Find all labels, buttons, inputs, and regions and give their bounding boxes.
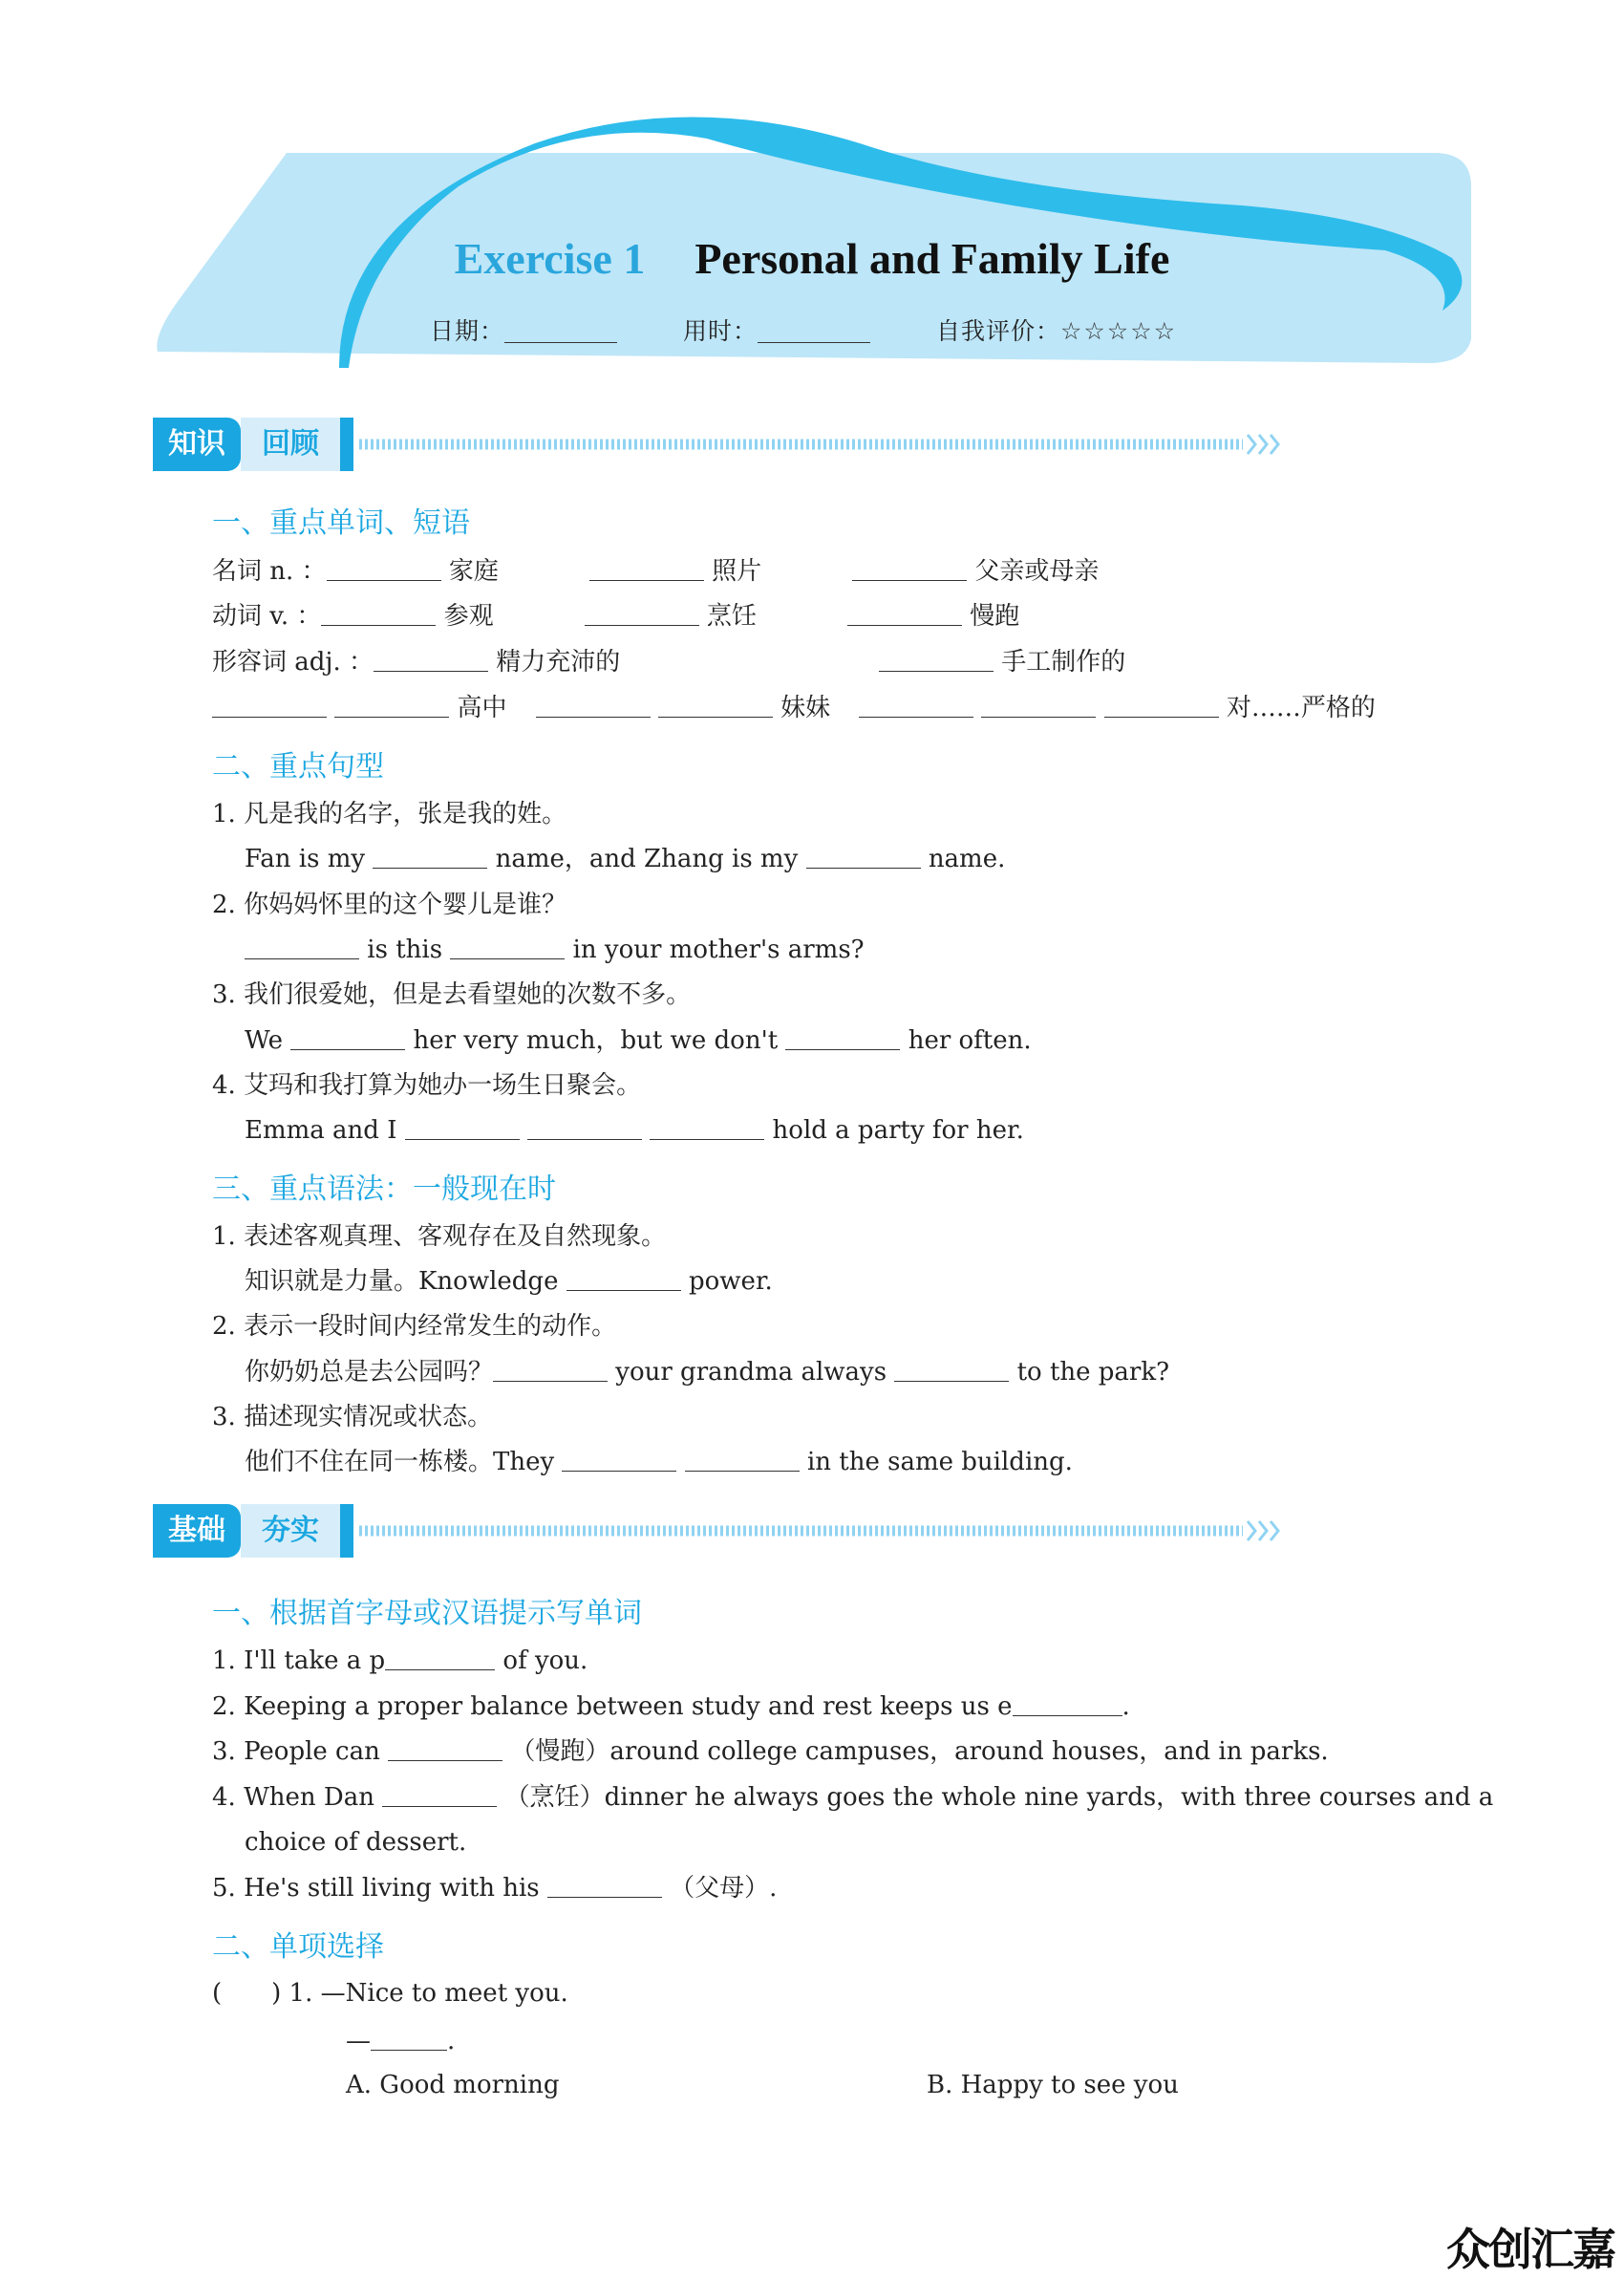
sentence-cn: 1. 凡是我的名字，张是我的姓。 bbox=[212, 800, 567, 828]
answer-blank[interactable] bbox=[589, 555, 704, 581]
text: 4. When Dan bbox=[212, 1783, 375, 1812]
answer-blank[interactable] bbox=[1013, 1690, 1122, 1716]
answer-blank[interactable] bbox=[859, 692, 973, 718]
text: to the park? bbox=[1016, 1358, 1170, 1387]
question-item bbox=[212, 1642, 588, 1680]
adj-row bbox=[212, 643, 620, 681]
answer-blank[interactable] bbox=[981, 692, 1096, 718]
mc-option-b[interactable]: B. Happy to see you bbox=[927, 2071, 1179, 2099]
text: Fan is my bbox=[245, 845, 366, 873]
banner-tag-primary: 知识 bbox=[153, 418, 241, 471]
answer-blank[interactable] bbox=[585, 600, 699, 626]
section-title-fill-words: 一、根据首字母或汉语提示写单词 bbox=[212, 1597, 642, 1630]
time-blank[interactable] bbox=[758, 321, 870, 343]
sentence-cn: 2. 你妈妈怀里的这个婴儿是谁？ bbox=[212, 891, 567, 919]
grammar-rule: 1. 表述客观真理、客观存在及自然现象。 bbox=[212, 1222, 667, 1251]
answer-blank[interactable] bbox=[388, 1735, 502, 1761]
text: 知识就是力量。Knowledge bbox=[245, 1267, 559, 1296]
mc-option-a[interactable]: A. Good morning bbox=[346, 2071, 560, 2099]
grammar-example bbox=[245, 1443, 1073, 1481]
answer-blank[interactable] bbox=[371, 2025, 447, 2051]
word-hint: 父亲或母亲 bbox=[974, 557, 1100, 586]
answer-blank[interactable] bbox=[894, 1356, 1009, 1382]
question-item bbox=[212, 1778, 1493, 1817]
word-hint: 慢跑 bbox=[970, 602, 1020, 631]
banner-tag-secondary: 回顾 bbox=[241, 418, 340, 471]
text: 他们不住在同一栋楼。They bbox=[245, 1448, 555, 1476]
date-label: 日期： bbox=[430, 317, 505, 345]
answer-blank[interactable] bbox=[547, 1872, 662, 1898]
rating-label: 自我评价： bbox=[935, 317, 1060, 345]
text: power. bbox=[689, 1267, 773, 1296]
text: is this bbox=[367, 936, 443, 964]
word-hint: 家庭 bbox=[448, 557, 499, 586]
word-hint: 烹饪 bbox=[706, 602, 757, 631]
banner-tag-primary: 基础 bbox=[153, 1504, 241, 1558]
section-title-multiple-choice: 二、单项选择 bbox=[212, 1930, 384, 1964]
answer-blank[interactable] bbox=[685, 1446, 800, 1472]
text: name，and Zhang is my bbox=[495, 845, 799, 873]
answer-blank[interactable] bbox=[879, 646, 994, 672]
text: （烹饪）dinner he always goes the whole nine yards，with three courses and a bbox=[504, 1783, 1494, 1812]
answer-blank[interactable] bbox=[334, 692, 449, 718]
verbs-row bbox=[212, 597, 1019, 635]
meta-row bbox=[430, 312, 1177, 347]
text: her often. bbox=[908, 1026, 1032, 1055]
answer-blank[interactable] bbox=[527, 1114, 642, 1140]
text: — bbox=[346, 2027, 371, 2055]
answer-blank[interactable] bbox=[405, 1114, 520, 1140]
banner-dotted-line bbox=[359, 418, 1290, 471]
answer-blank[interactable] bbox=[212, 692, 327, 718]
time-label: 用时： bbox=[682, 317, 758, 345]
question-continuation: choice of dessert. bbox=[245, 1828, 467, 1857]
date-blank[interactable] bbox=[504, 321, 617, 343]
section-banner-review bbox=[153, 418, 1290, 471]
text: （慢跑）around college campuses，around houses，and in parks. bbox=[510, 1737, 1329, 1766]
mc-question: ( ) 1. —Nice to meet you. bbox=[212, 1979, 568, 2008]
rating-stars-icon[interactable]: ☆☆☆☆☆ bbox=[1059, 317, 1178, 345]
answer-blank[interactable] bbox=[493, 1356, 608, 1382]
answer-blank[interactable] bbox=[1104, 692, 1219, 718]
answer-blank[interactable] bbox=[650, 1114, 764, 1140]
text: 5. He's still living with his bbox=[212, 1874, 540, 1903]
question-item bbox=[212, 1869, 777, 1907]
grammar-example bbox=[245, 1262, 773, 1301]
text: . bbox=[447, 2027, 456, 2055]
exercise-title: Personal and Family Life bbox=[694, 234, 1170, 283]
answer-blank[interactable] bbox=[536, 692, 651, 718]
text: （父母）. bbox=[670, 1874, 778, 1903]
text: We bbox=[245, 1026, 283, 1055]
text: 你奶奶总是去公园吗？ bbox=[245, 1358, 494, 1387]
word-hint: 照片 bbox=[712, 557, 762, 586]
phrase-hint: 高中 bbox=[457, 694, 507, 722]
text: your grandma always bbox=[615, 1358, 887, 1387]
text: of you. bbox=[502, 1646, 588, 1675]
exercise-number: Exercise 1 bbox=[454, 234, 646, 283]
answer-blank[interactable] bbox=[385, 1645, 495, 1670]
word-hint: 精力充沛的 bbox=[496, 648, 621, 677]
nouns-label: 名词 n. ： bbox=[212, 557, 327, 586]
section-title-grammar: 三、重点语法：一般现在时 bbox=[212, 1172, 556, 1206]
banner-bar bbox=[340, 418, 353, 471]
sentence-en bbox=[245, 840, 1005, 878]
answer-blank[interactable] bbox=[566, 1265, 681, 1291]
grammar-rule: 3. 描述现实情况或状态。 bbox=[212, 1403, 493, 1431]
adj-row-2 bbox=[879, 643, 1125, 681]
answer-blank[interactable] bbox=[321, 600, 436, 626]
section-title-sentences: 二、重点句型 bbox=[212, 750, 384, 784]
answer-blank[interactable] bbox=[382, 1781, 497, 1807]
text: name. bbox=[928, 845, 1006, 873]
question-item bbox=[212, 1732, 1329, 1771]
word-hint: 手工制作的 bbox=[1001, 648, 1126, 677]
answer-blank[interactable] bbox=[373, 843, 487, 869]
answer-blank[interactable] bbox=[562, 1446, 676, 1472]
nouns-row bbox=[212, 552, 1099, 591]
phrase-hint: 对……严格的 bbox=[1226, 694, 1376, 722]
text: hold a party for her. bbox=[772, 1116, 1024, 1145]
answer-blank[interactable] bbox=[290, 1024, 405, 1050]
banner-bar bbox=[340, 1504, 353, 1558]
page-title bbox=[0, 233, 1624, 284]
answer-blank[interactable] bbox=[327, 555, 441, 581]
answer-blank[interactable] bbox=[852, 555, 967, 581]
watermark-logo: 众创汇嘉 bbox=[1446, 2224, 1614, 2275]
phrase-hint: 妹妹 bbox=[780, 694, 831, 722]
answer-blank[interactable] bbox=[658, 692, 773, 718]
text: . bbox=[1122, 1692, 1130, 1721]
banner-tag-secondary: 夯实 bbox=[241, 1504, 340, 1558]
section-banner-basic bbox=[153, 1504, 1290, 1558]
sentence-en bbox=[245, 1111, 1024, 1150]
phrases-row bbox=[212, 689, 1376, 727]
answer-blank[interactable] bbox=[785, 1024, 900, 1050]
grammar-example bbox=[245, 1353, 1169, 1391]
answer-blank[interactable] bbox=[450, 934, 565, 959]
banner-dotted-line bbox=[359, 1504, 1290, 1558]
adj-label: 形容词 adj. ： bbox=[212, 648, 374, 677]
text: in your mother's arms? bbox=[572, 936, 865, 964]
answer-blank[interactable] bbox=[806, 843, 921, 869]
mc-response-blank bbox=[346, 2022, 455, 2060]
text: 3. People can bbox=[212, 1737, 380, 1766]
text: in the same building. bbox=[806, 1448, 1073, 1476]
section-title-words: 一、重点单词、短语 bbox=[212, 506, 470, 540]
sentence-cn: 3. 我们很爱她，但是去看望她的次数不多。 bbox=[212, 980, 692, 1009]
question-item bbox=[212, 1688, 1130, 1726]
sentence-en bbox=[245, 1022, 1032, 1060]
sentence-cn: 4. 艾玛和我打算为她办一场生日聚会。 bbox=[212, 1071, 642, 1100]
text: 2. Keeping a proper balance between study and rest keeps us e bbox=[212, 1692, 1013, 1721]
grammar-rule: 2. 表示一段时间内经常发生的动作。 bbox=[212, 1312, 617, 1341]
word-hint: 参观 bbox=[443, 602, 494, 631]
answer-blank[interactable] bbox=[245, 934, 359, 959]
text: her very much，but we don't bbox=[413, 1026, 779, 1055]
text: 1. I'll take a p bbox=[212, 1646, 386, 1675]
verbs-label: 动词 v. ： bbox=[212, 602, 322, 631]
answer-blank[interactable] bbox=[847, 600, 962, 626]
text: Emma and I bbox=[245, 1116, 397, 1145]
sentence-en bbox=[245, 931, 865, 969]
answer-blank[interactable] bbox=[374, 646, 488, 672]
